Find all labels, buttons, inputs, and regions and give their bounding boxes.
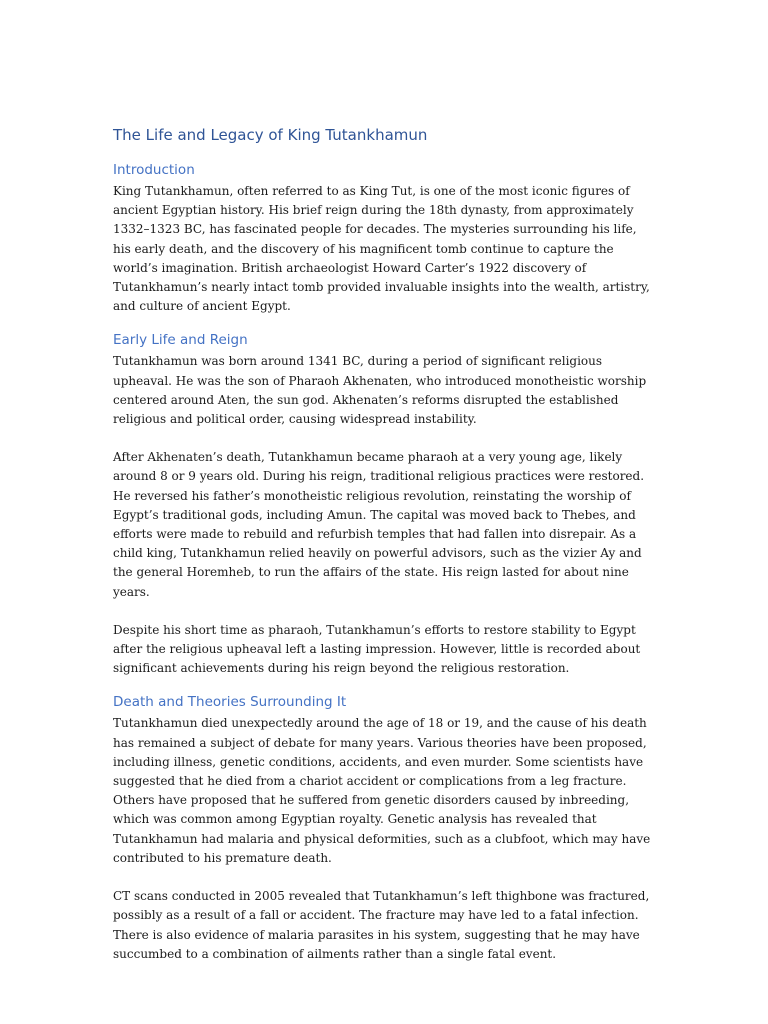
paragraph: After Akhenaten’s death, Tutankhamun became pharaoh at a very young age, likely around 8 or 9 years old. During his reign, traditional religious practices were restored. He reversed his father’s monotheistic religious revolution, reinstating the worship of Egypt’s traditional gods, including Amun. The capital was moved back to Thebes, and efforts were made to rebuild and refurbish temples that had fallen into disrepair. As a child king, Tutankhamun relied heavily on powerful advisors, such as the vizier Ay and the general Horemheb, to run the affairs of the state. His reign lasted for about nine years. [113, 450, 645, 599]
section-heading-death-theories: Death and Theories Surrounding It [113, 694, 347, 711]
paragraph: Despite his short time as pharaoh, Tutankhamun’s efforts to restore stability to Egypt after the religious upheaval left a lasting impression. However, little is recorded about significant achievements during his reign beyond the religious restoration. [113, 622, 641, 676]
document-title: The Life and Legacy of King Tutankhamun [113, 126, 428, 144]
paragraph: King Tutankhamun, often referred to as King Tut, is one of the most iconic figures of ancient Egyptian history. His brief reign during the 18th dynasty, from approximately 1332–1323 BC, has fascinated people for decades. The mysteries surrounding his life, his early death, and the discovery of his magnificent tomb continue to capture the world’s imagination. British archaeologist Howard Carter’s 1922 discovery of Tutankhamun’s nearly intact tomb provided invaluable insights into the wealth, artistry, and culture of ancient Egypt. [113, 184, 650, 314]
paragraph: Tutankhamun died unexpectedly around the age of 18 or 19, and the cause of his death has remained a subject of debate for many years. Various theories have been proposed, including illness, genetic conditions, accidents, and even murder. Some scientists have suggested that he died from a chariot accident or complications from a leg fracture. Others have proposed that he suffered from genetic disorders caused by inbreeding, which was common among Egyptian royalty. Genetic analysis has revealed that Tutankhamun had malaria and physical deformities, such as a clubfoot, which may have contributed to his premature death. [113, 716, 651, 865]
paragraph: Tutankhamun was born around 1341 BC, during a period of significant religious upheaval. He was the son of Pharaoh Akhenaten, who introduced monotheistic worship centered around Aten, the sun god. Akhenaten’s reforms disrupted the established religious and political order, causing widespread instability. [113, 354, 647, 427]
section-heading-introduction: Introduction [113, 162, 195, 178]
document-page [113, 124, 653, 964]
paragraph: CT scans conducted in 2005 revealed that Tutankhamun’s left thighbone was fractured, possibly as a result of a fall or accident. The fracture may have led to a fatal infection. There is also evidence of malaria parasites in his system, suggesting that he may have succumbed to a combination of ailments rather than a single fatal event. [113, 889, 650, 961]
section-heading-early-life: Early Life and Reign [113, 332, 248, 349]
